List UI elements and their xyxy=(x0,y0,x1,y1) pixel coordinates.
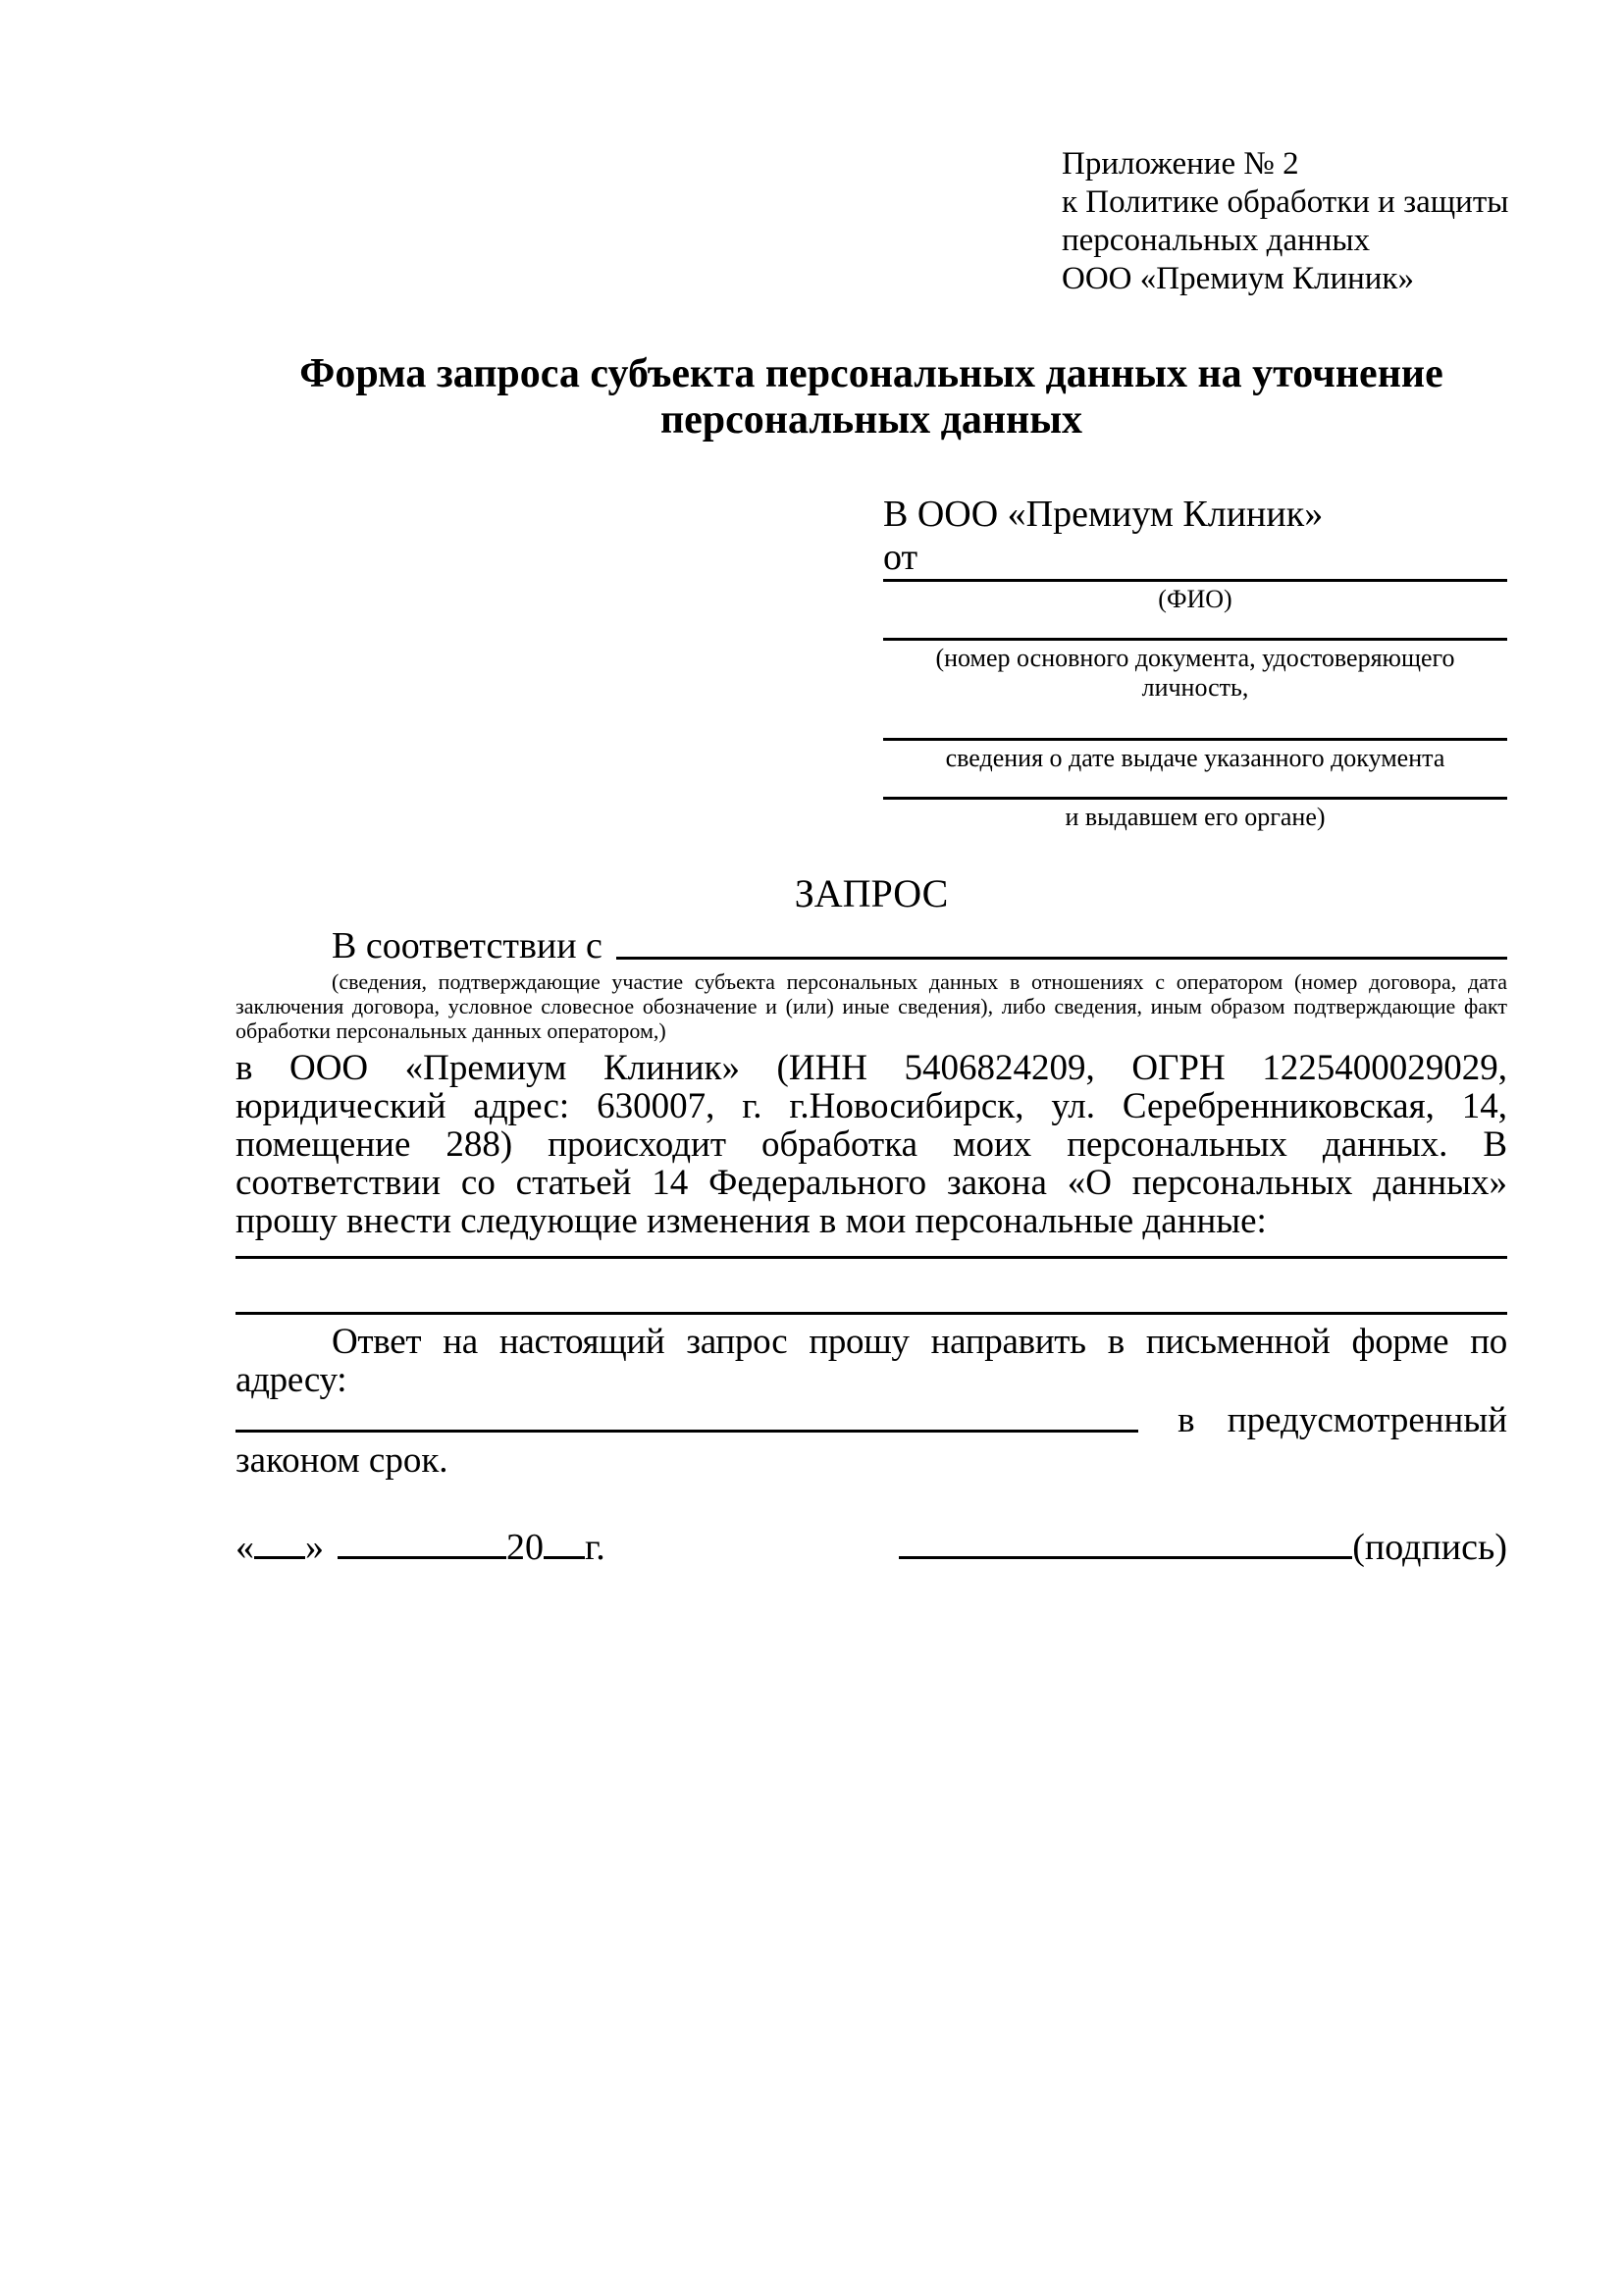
basis-footnote: (сведения, подтверждающие участие субъекта персональных данных в отношениях с оператором (номер договора, дата заключения договора, условное словесное обозначение и (или) иные сведения), либо сведения, иным образом подтверждающие факт обработки персональных данных оператором,) xyxy=(236,969,1507,1043)
addressee-from-label: от xyxy=(883,537,918,578)
fio-field xyxy=(883,579,1507,614)
addressee-block xyxy=(883,493,1507,579)
document-title: Форма запроса субъекта персональных данных на уточнение персональных данных xyxy=(299,351,1443,443)
month-line[interactable] xyxy=(338,1525,506,1559)
appendix-header xyxy=(1062,145,1507,298)
reply-paragraph-line2 xyxy=(236,1401,1507,1439)
date-part xyxy=(236,1525,605,1569)
addressee-to: В ООО «Премиум Клиник» xyxy=(883,494,1324,535)
document-number-caption: (номер основного документа, удостоверяющего личность, xyxy=(935,644,1455,702)
appendix-line: Приложение № 2 xyxy=(1062,146,1299,182)
year-suffix: г. xyxy=(585,1527,605,1568)
quote-open: « xyxy=(236,1527,254,1568)
signature-caption: (подпись) xyxy=(1352,1527,1507,1568)
fio-line[interactable] xyxy=(883,579,1507,582)
year-line[interactable] xyxy=(544,1525,585,1559)
request-intro-row xyxy=(236,924,1507,967)
appendix-line: персональных данных xyxy=(1062,223,1371,258)
date-signature-row xyxy=(236,1525,1507,1569)
basis-line[interactable] xyxy=(616,957,1507,960)
fio-caption: (ФИО) xyxy=(1158,585,1232,613)
request-intro-prefix: В соответствии с xyxy=(332,925,602,966)
document-number-line[interactable] xyxy=(883,638,1507,641)
document-content xyxy=(236,0,1507,1569)
issue-date-caption: сведения о дате выдаче указанного документа xyxy=(945,744,1445,772)
changes-line-2[interactable] xyxy=(236,1312,1507,1315)
request-body-paragraph: в ООО «Премиум Клиник» (ИНН 5406824209, ОГРН 1225400029029, юридический адрес: 630007, г. г.Новосибирск, ул. Серебренниковская, 14, помещение 288) происходит обработка моих персональных данных. В соответствии со статьей 14 Федерального закона «О персональных данных» прошу внести следующие изменения в мои персональные данные: xyxy=(236,1048,1507,1241)
signature-part xyxy=(899,1525,1507,1569)
day-line[interactable] xyxy=(254,1525,305,1559)
appendix-line: к Политике обработки и защиты xyxy=(1062,184,1509,220)
address-line[interactable] xyxy=(236,1430,1138,1433)
year-prefix: 20 xyxy=(506,1527,544,1568)
issuing-authority-field xyxy=(883,797,1507,832)
issue-date-field xyxy=(883,738,1507,773)
identity-fields xyxy=(883,579,1507,832)
signature-line[interactable] xyxy=(899,1525,1352,1559)
quote-close: » xyxy=(305,1527,324,1568)
issuing-authority-caption: и выдавшем его органе) xyxy=(1065,803,1326,831)
reply-paragraph-tail: в предусмотренный xyxy=(1178,1400,1507,1440)
issuing-authority-line[interactable] xyxy=(883,797,1507,800)
changes-line-1[interactable] xyxy=(236,1256,1507,1259)
request-heading: ЗАПРОС xyxy=(794,871,949,915)
document-number-field xyxy=(883,638,1507,703)
reply-paragraph-line1: Ответ на настоящий запрос прошу направить в письменной форме по адресу: xyxy=(236,1322,1507,1400)
appendix-line: ООО «Премиум Клиник» xyxy=(1062,261,1414,296)
issue-date-line[interactable] xyxy=(883,738,1507,741)
reply-paragraph-line3: законом срок. xyxy=(236,1440,448,1481)
